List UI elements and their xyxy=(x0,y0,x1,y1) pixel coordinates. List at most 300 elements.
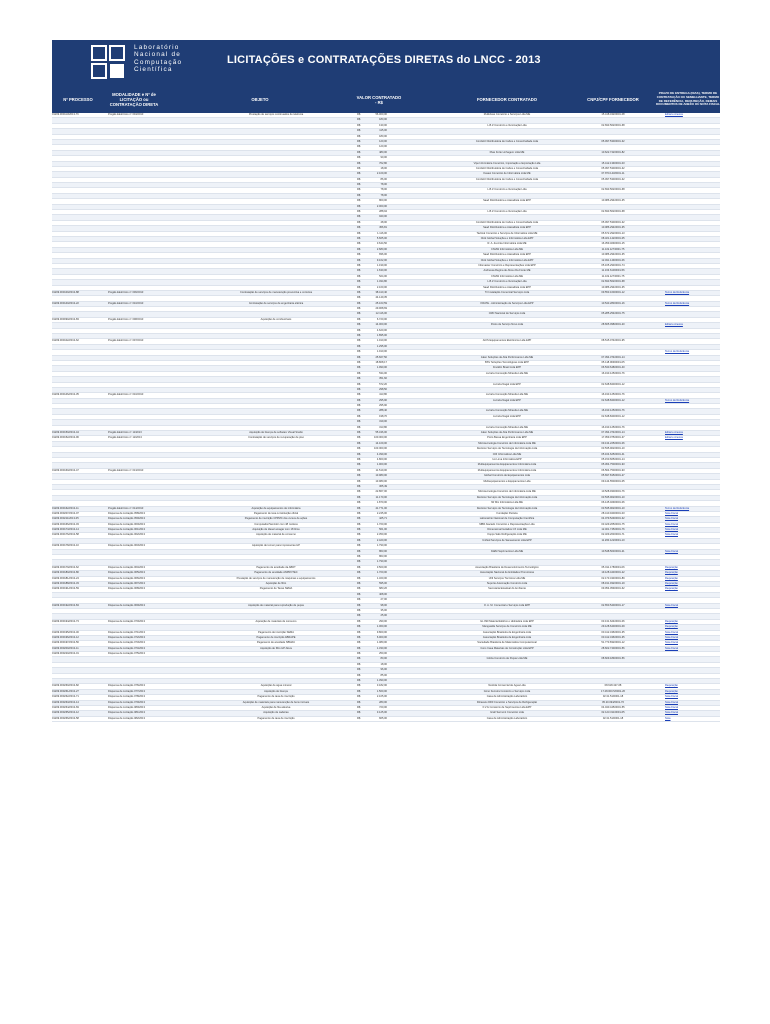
cell-value: 2.350,00 xyxy=(376,533,387,537)
cell-value: 572,20 xyxy=(379,382,387,386)
cell-value: 2.420,00 xyxy=(376,538,387,542)
cell-process: 01209.000196/2013-12 xyxy=(52,635,79,639)
cell-cnpj: 08.191.932/0001-19 xyxy=(601,581,625,585)
cell-cnpj: 29.128.640/0001-09 xyxy=(601,625,625,629)
cell-cnpj: 15.412.139/0001-03 xyxy=(601,161,625,165)
cell-value: 720,00 xyxy=(379,705,387,709)
cell-modality: Dispensa de Licitação 078/2013 xyxy=(108,695,145,699)
cell-supplier: Tactical Comércio e Serviços de Informática Ltda ME xyxy=(476,231,538,235)
column-header-process: Nº PROCESSO xyxy=(63,97,93,102)
cell-currency: R$ xyxy=(357,705,361,709)
cell-cnpj: 07.394.374/0001-14 xyxy=(601,431,625,435)
cell-supplier: Vipe Informática Comércio, Importação e Exportação Ltda xyxy=(473,161,541,165)
cell-document-link[interactable]: Requisição xyxy=(665,619,678,623)
cell-process: 01209.000195/2013-46 xyxy=(52,630,79,634)
cell-cnpj: 07.870.143/0001-11 xyxy=(601,172,625,176)
cell-document-link[interactable]: Nota Fiscal xyxy=(665,705,678,709)
cell-currency: R$ xyxy=(357,274,361,278)
cell-value: 11.170,00 xyxy=(375,495,387,499)
cell-value: 2.109,00 xyxy=(376,172,387,176)
cell-value: 120,00 xyxy=(379,139,387,143)
cell-modality: Dispensa de Licitação 070/2013 xyxy=(108,619,145,623)
cell-value: 6.720,00 xyxy=(376,317,387,321)
cell-supplier: Decision Serviços de Tecnologia da Informação Ltda xyxy=(476,495,538,499)
cell-value: 96,00 xyxy=(380,668,387,672)
cell-currency: R$ xyxy=(357,188,361,192)
cell-process: 01209.000192/2013-84 xyxy=(52,603,79,607)
cell-document-link[interactable]: Termo de Referência xyxy=(665,301,690,305)
cell-currency: R$ xyxy=(357,565,361,569)
cell-cnpj: 02.693.562/0001-68 xyxy=(601,210,625,214)
cell-supplier: CDI Informática Ltda ME xyxy=(492,452,522,456)
cell-supplier: Porto Bessa Engenharia Ltda EPP xyxy=(487,436,527,440)
cell-modality: Dispensa de Licitação 080/2013 xyxy=(108,705,145,709)
cell-currency: R$ xyxy=(357,517,361,521)
cell-value: 313,80 xyxy=(379,425,387,429)
column-header-object: OBJETO xyxy=(251,97,269,102)
cell-document-link[interactable]: Nota Fiscal xyxy=(665,603,678,607)
cell-cnpj: 28.410.940/0001-03 xyxy=(601,511,625,515)
cell-cnpj: 02.693.562/0001-68 xyxy=(601,188,625,192)
cell-currency: R$ xyxy=(357,614,361,618)
cell-document-link[interactable]: Nota Fiscal xyxy=(665,641,678,645)
cell-process: 01209.000264/2013-69 xyxy=(52,705,79,709)
cell-supplier: Comfeliz Distribuidora de Cabos e Conectividade Ltda xyxy=(475,177,539,181)
cell-supplier: Dimensional Isolados CX Ltda ME xyxy=(487,528,527,532)
cell-modality: Dispensa de Licitação 068/2013 xyxy=(108,587,145,591)
cell-value: 1.320,00 xyxy=(376,576,387,580)
cell-currency: R$ xyxy=(357,538,361,542)
cell-value: 524,00 xyxy=(379,274,387,278)
cell-document-link[interactable]: Requisição xyxy=(665,565,678,569)
cell-object: Aquisição de água mineral xyxy=(260,684,292,688)
cell-currency: R$ xyxy=(357,684,361,688)
cell-value: 295,90 xyxy=(379,404,387,408)
cell-value: 80,00 xyxy=(380,657,387,661)
cell-supplier: Ilhas Forte Linhagem Ltda ME xyxy=(489,150,525,154)
cell-cnpj: 02.31.51/0001-18 xyxy=(602,716,624,720)
cell-currency: R$ xyxy=(357,263,361,267)
cell-process: 01209.000188/2013-33 xyxy=(52,581,79,585)
cell-currency: R$ xyxy=(357,323,361,327)
cell-supplier: Kopps Safe Refrigeração Ltda ME xyxy=(487,533,527,537)
cell-currency: R$ xyxy=(357,673,361,677)
cell-modality: Dispensa de Licitação 064/2013 xyxy=(108,565,145,569)
cell-object: Pagamento de anuidade da ABDT xyxy=(256,565,296,569)
cell-object: Pagamento de Taxas SEMA xyxy=(259,587,293,591)
cell-value: 56.000,00 xyxy=(375,113,387,116)
cell-modality: Pregão Eletrônico nº 010/2013 xyxy=(108,301,144,305)
cell-cnpj: 00.412.436/0001-35 xyxy=(601,630,625,634)
cell-cnpj: 10.086.294/0001-35 xyxy=(601,285,625,289)
cell-process: 01209.000265/2013-12 xyxy=(52,711,79,715)
cell-value: 1.080,00 xyxy=(376,641,387,645)
cell-modality: Dispensa de Licitação 077/2013 xyxy=(108,689,145,693)
cell-document-link[interactable]: Requisição xyxy=(665,689,678,693)
cell-document-link[interactable]: Nota Fiscal xyxy=(665,533,678,537)
cell-cnpj: 10.086.294/0001-35 xyxy=(601,199,625,203)
cell-value: 1.060,00 xyxy=(376,625,387,629)
cell-currency: R$ xyxy=(357,344,361,348)
cell-value: 1.390,00 xyxy=(376,679,387,683)
cell-value: 800,00 xyxy=(379,199,387,203)
cell-currency: R$ xyxy=(357,129,361,133)
cell-supplier: Saad Distribuidora e Atacadista Ltda EPP xyxy=(483,226,531,230)
cell-supplier: Multiequipamentos Equipamentos Informática Ltda xyxy=(477,463,537,467)
cell-modality: Dispensa de Licitação 059/2013 xyxy=(108,517,145,521)
cell-currency: R$ xyxy=(357,371,361,375)
cell-currency: R$ xyxy=(357,711,361,715)
cell-currency: R$ xyxy=(357,253,361,257)
cell-supplier: L.B.Z Comércio e Iluminação Ltda xyxy=(487,123,527,127)
cell-currency: R$ xyxy=(357,398,361,402)
cell-value: 836,00 xyxy=(379,253,387,257)
cell-cnpj: 05.20.094/0001-76 xyxy=(602,700,624,704)
cell-document-link[interactable]: Requisição xyxy=(665,576,678,580)
cell-supplier: UNI Serviços Técnicos Ltda ME xyxy=(488,576,526,580)
cell-document-link[interactable]: Nota Fiscal xyxy=(665,695,678,699)
cell-supplier: Gimo Ferreira Comércio e Serviços Ltda xyxy=(483,689,531,693)
cell-cnpj: 11.260.122/0001-10 xyxy=(601,538,625,542)
cell-object: Contratação de serviços de manutenção preventiva e corretiva xyxy=(239,290,313,294)
cell-supplier: GL 090 Material Elétrico e Hidráulica Ltda EPP xyxy=(480,619,534,623)
cell-document-link[interactable]: Edital e Anexos xyxy=(665,431,683,435)
cell-currency: R$ xyxy=(357,350,361,354)
cell-modality: Pregão Eletrônico nº 010/2013 xyxy=(108,393,144,397)
cell-supplier: Grafi Sermont Comércio Ltda xyxy=(490,711,524,715)
cell-cnpj: 05.697.815/0001-27 xyxy=(601,474,625,478)
cell-currency: R$ xyxy=(357,177,361,181)
cell-document-link[interactable]: Edital e Anexos xyxy=(665,436,683,440)
cell-object: Pagamento de taxa à instituição oficial xyxy=(253,511,299,515)
cell-cnpj: 10.086.294/0001-35 xyxy=(601,253,625,257)
cell-object: Pagamento de inscrição ABRAPE xyxy=(256,635,296,639)
cell-value: 180,00 xyxy=(379,134,387,138)
cell-value: 1.895,00 xyxy=(376,334,387,338)
cell-currency: R$ xyxy=(357,247,361,251)
cell-supplier: Andressa Regina de Abreu Da Fonte ME xyxy=(483,269,531,273)
cell-value: 1.910,00 xyxy=(376,339,387,343)
cell-value: 413,80 xyxy=(379,393,387,397)
cell-currency: R$ xyxy=(357,484,361,488)
cell-modality: Dispensa de Licitação 066/2013 xyxy=(108,576,145,580)
column-header-cnpj: CNPJ/CPF FORNECEDOR xyxy=(587,97,639,102)
cell-document-link[interactable]: Nota Fiscal xyxy=(665,700,678,704)
cell-currency: R$ xyxy=(357,420,361,424)
cell-currency: R$ xyxy=(357,193,361,197)
cell-currency: R$ xyxy=(357,134,361,138)
cell-value: 2.105,00 xyxy=(376,695,387,699)
cell-value: 365,49 xyxy=(379,484,387,488)
cell-currency: R$ xyxy=(357,441,361,445)
cell-document-link[interactable]: Requisição xyxy=(665,581,678,585)
cell-document-link[interactable]: Nota Fiscal xyxy=(665,635,678,639)
cell-currency: R$ xyxy=(357,522,361,526)
cell-value: 1.910,00 xyxy=(376,350,387,354)
cell-supplier: CNHW Informática Ltda ME xyxy=(491,274,523,278)
cell-supplier: Click Global Soluções e Informática Ltda EPP xyxy=(480,236,534,240)
cell-currency: R$ xyxy=(357,301,361,305)
cell-cnpj: 10.543.283/0001-16 xyxy=(601,301,625,305)
cell-currency: R$ xyxy=(357,204,361,208)
cell-currency: R$ xyxy=(357,716,361,720)
cell-currency: R$ xyxy=(357,113,361,116)
cell-currency: R$ xyxy=(357,571,361,575)
cell-currency: R$ xyxy=(357,560,361,564)
cell-value: 456,81 xyxy=(379,226,387,230)
cell-modality: Pregão Eletrônico nº 006/2013 xyxy=(108,290,144,294)
cell-supplier: ACIS Equipamentos Eletrônicos Ltda EPP xyxy=(482,339,532,343)
cell-object: Pagamento de anuidade SBMAC xyxy=(256,641,296,645)
cell-process: 01209.000180/2013-80 xyxy=(52,571,79,575)
cell-document-link[interactable]: Nota xyxy=(665,716,671,720)
cell-cnpj: 03.535.902/0001-10 xyxy=(601,495,625,499)
cell-cnpj: 05.164.625/0001-41 xyxy=(601,452,625,456)
cell-object: Aquisição de materiais de consumo xyxy=(255,619,297,623)
cell-object: Aquisição de fita adesiva xyxy=(261,705,291,709)
cell-value: 25.163,59 xyxy=(375,301,387,305)
cell-currency: R$ xyxy=(357,474,361,478)
cell-value: 290,00 xyxy=(379,619,387,623)
cell-document-link[interactable]: Nota Fiscal xyxy=(665,522,678,526)
cell-value: 3.182,00 xyxy=(376,684,387,688)
column-header-notes: PRAZO DE ENTREGA (DIAS), TERMO DE CONTRATAÇÃO OU SEMELHANTE, TERMO DE REFERÊNCIA, REQUISIÇÃO, DEMAIS DOCUMENTOS DE ANEXO OU NOTA FISCAL xyxy=(656,91,721,107)
cell-value: 130,00 xyxy=(379,123,387,127)
cell-currency: R$ xyxy=(357,598,361,602)
cell-value: 1.790,00 xyxy=(376,560,387,564)
cell-value: 4.399,00 xyxy=(376,452,387,456)
cell-value: 1.760,00 xyxy=(376,522,387,526)
cell-document-link[interactable]: Requisição xyxy=(665,684,678,688)
cell-value: 38.410,40 xyxy=(375,290,387,294)
cell-value: 1.295,00 xyxy=(376,344,387,348)
cell-currency: R$ xyxy=(357,312,361,316)
cell-currency: R$ xyxy=(357,447,361,451)
cell-currency: R$ xyxy=(357,355,361,359)
cell-process: 01209.000191/2013-59 xyxy=(52,587,79,591)
column-header-value: VALOR CONTRATADO - R$ xyxy=(356,94,402,105)
cell-cnpj: 02.650.540/0001-17 xyxy=(601,603,625,607)
cell-supplier: Livraria Conceição Miranda Ltda ME xyxy=(486,393,528,397)
cell-currency: R$ xyxy=(357,608,361,612)
cell-process: 01209.000181/2013-24 xyxy=(52,576,79,580)
cell-cnpj: 10.086.294/0001-35 xyxy=(601,226,625,230)
cell-cnpj: 16.193.125/0001-76 xyxy=(601,425,625,429)
cell-currency: R$ xyxy=(357,166,361,170)
cell-document-link[interactable]: Nota Fiscal xyxy=(665,549,678,553)
cell-process: 01209.000207/2013-07 xyxy=(52,511,79,515)
cell-currency: R$ xyxy=(357,231,361,235)
cell-cnpj: 02.693.562/0001-68 xyxy=(601,123,625,127)
cell-currency: R$ xyxy=(357,409,361,413)
cell-value: 85,00 xyxy=(380,673,387,677)
cell-process: 01209.000194/2013-73 xyxy=(52,619,79,623)
table-body xyxy=(52,113,720,722)
cell-currency: R$ xyxy=(357,506,361,510)
cell-cnpj: 05.364.750/0001-93 xyxy=(601,463,625,467)
cell-currency: R$ xyxy=(357,425,361,429)
cell-currency: R$ xyxy=(357,501,361,505)
cell-object: Prestação de serviços continuados de telefonia xyxy=(248,113,304,116)
cell-object: Pagamento de anuidade ANPROTEC xyxy=(254,571,298,575)
cell-currency: R$ xyxy=(357,695,361,699)
cell-cnpj: 04.079.529/0001-32 xyxy=(601,517,625,521)
cell-supplier: Multiequipamentos e Equipamentos Ltda xyxy=(483,479,531,483)
cell-value: 11.519,00 xyxy=(375,468,387,472)
cell-currency: R$ xyxy=(357,156,361,160)
cell-currency: R$ xyxy=(357,587,361,591)
cell-modality: Dispensa de Licitação 069/2013 xyxy=(108,603,145,607)
cell-document-link[interactable]: Edital e Anexos xyxy=(665,113,683,116)
cell-currency: R$ xyxy=(357,366,361,370)
cell-supplier: Laboratório Nacional de Computação Científica xyxy=(479,517,535,521)
cell-document-link[interactable]: Requisição xyxy=(665,587,678,591)
cell-object: Computador/Servidor com 48 núcleos xyxy=(254,522,298,526)
cell-modality: Dispensa de Licitação 063/2013 xyxy=(108,544,145,548)
cell-cnpj: 02.329.263/0001-71 xyxy=(601,533,625,537)
cell-currency: R$ xyxy=(357,414,361,418)
cell-document-link[interactable]: Nota Fiscal xyxy=(665,511,678,515)
cell-value: 863,00 xyxy=(379,555,387,559)
cell-cnpj: 02.31.51/0001-18 xyxy=(602,695,624,699)
cell-object: Aquisição de tonner para impressoras HP xyxy=(251,544,300,548)
cell-currency: R$ xyxy=(357,511,361,515)
cell-currency: R$ xyxy=(357,290,361,294)
cell-currency: R$ xyxy=(357,495,361,499)
cell-document-link[interactable]: Nota Fiscal xyxy=(665,517,678,521)
cell-cnpj: 06.564.750/0001-93 xyxy=(601,468,625,472)
cell-supplier: KRATE - Administração de Serviços Ltda EPP xyxy=(480,301,534,305)
cell-currency: R$ xyxy=(357,646,361,650)
cell-process: 01209.000179/2013-62 xyxy=(52,565,79,569)
cell-cnpj: 16.193.125/0001-76 xyxy=(601,393,625,397)
cell-supplier: Comfeliz Distribuidora de Cabos e Conectividade Ltda xyxy=(475,220,539,224)
cell-currency: R$ xyxy=(357,679,361,683)
cell-document-link[interactable]: Termo de Referência xyxy=(665,290,690,294)
cell-modality: Pregão Eletrônico nº 004/2013 xyxy=(108,113,144,116)
cell-supplier: Jalen Soluções de Alta Performance Ltda ME xyxy=(480,355,534,359)
cell-document-link[interactable]: Nota Fiscal xyxy=(665,630,678,634)
cell-process: 01209.000150/2013-44 xyxy=(52,431,79,435)
cell-object: Pagamento de taxa de inscrição xyxy=(257,695,295,699)
cell-currency: R$ xyxy=(357,635,361,639)
cell-process: 01209.000262/2013-71 xyxy=(52,695,79,699)
cell-document-link[interactable]: Requisição xyxy=(665,625,678,629)
cell-document-link[interactable]: Termo de Referência xyxy=(665,398,690,402)
cell-modality: Dispensa de Licitação 082/2013 xyxy=(108,716,145,720)
cell-value: 825,00 xyxy=(379,716,387,720)
cell-supplier: BSV Soluções Tecnológicas Ltda EPP xyxy=(485,360,529,364)
cell-modality: Pregão Eletrônico nº 008/2013 xyxy=(108,317,144,321)
cell-document-link[interactable]: Nota Fiscal xyxy=(665,711,678,715)
cell-process: 01209.000173/2013-14 xyxy=(52,528,79,532)
cell-document-link[interactable]: Requisição xyxy=(665,571,678,575)
cell-value: 198,70 xyxy=(379,414,387,418)
cell-currency: R$ xyxy=(357,199,361,203)
cell-currency: R$ xyxy=(357,280,361,284)
cell-value: 351,60 xyxy=(379,377,387,381)
cell-value: 25,00 xyxy=(380,614,387,618)
cell-cnpj: 02.648.840/0001-12 xyxy=(601,414,625,418)
cell-object: Aquisição de diesel amagar com 18 litros xyxy=(252,528,300,532)
cell-supplier: Saad Distribuidora e Atacadista Ltda EPP xyxy=(483,253,531,257)
cell-value: 25.667,50 xyxy=(375,355,387,359)
cell-process: 01209.000263/2013-14 xyxy=(52,700,79,704)
cell-supplier: R. A. da Anta Informática Ltda ME xyxy=(487,242,527,246)
cell-supplier: Microtecnologia Comércio de Informática Ltda ME xyxy=(478,441,536,445)
cell-currency: R$ xyxy=(357,387,361,391)
cell-cnpj: 10.622.742/0001-82 xyxy=(601,150,625,154)
cell-document-link[interactable]: Nota Fiscal xyxy=(665,528,678,532)
cell-process: 01209.000102/2013-62 xyxy=(52,339,79,343)
cell-value: 1.630,00 xyxy=(376,269,387,273)
cell-value: 2.680,00 xyxy=(376,247,387,251)
cell-document-link[interactable]: Termo de Referência xyxy=(665,506,690,510)
cell-currency: R$ xyxy=(357,139,361,143)
cell-cnpj: 28.602.740/0001-56 xyxy=(601,646,625,650)
cell-process: 01209.000100/2013-88 xyxy=(52,290,79,294)
cell-document-link[interactable]: Nota Fiscal xyxy=(665,646,678,650)
cell-document-link[interactable]: Edital e Anexos xyxy=(665,323,683,327)
cell-value: 13.980,00 xyxy=(375,479,387,483)
cell-cnpj: 15.418.432/0001-08 xyxy=(601,113,625,116)
table-row xyxy=(52,717,720,722)
cell-process: 01209.000160/2013-47 xyxy=(52,468,79,472)
cell-supplier: IW Mix Informática Ltda ME xyxy=(491,501,523,505)
cell-currency: R$ xyxy=(357,463,361,467)
cell-currency: R$ xyxy=(357,161,361,165)
logo-line: Nacional de xyxy=(134,51,181,59)
cell-currency: R$ xyxy=(357,377,361,381)
cell-cnpj: 09.553.160/0001-12 xyxy=(601,290,625,294)
cell-currency: R$ xyxy=(357,236,361,240)
cell-process: 01209.000090/2013-83 xyxy=(52,317,79,321)
cell-value: 13.980,00 xyxy=(375,474,387,478)
cell-currency: R$ xyxy=(357,436,361,440)
cell-value: 180,00 xyxy=(379,118,387,122)
cell-cnpj: 03.535.902/0001-10 xyxy=(601,447,625,451)
cell-value: 288,94 xyxy=(379,210,387,214)
cell-currency: R$ xyxy=(357,458,361,461)
cell-supplier: Livraria Conceição Miranda Ltda ME xyxy=(486,371,528,375)
cell-modality: Dispensa de Licitação 062/2013 xyxy=(108,533,145,537)
cell-currency: R$ xyxy=(357,625,361,629)
cell-value: 1.790,00 xyxy=(376,544,387,548)
cell-modality: Pregão Eletrônico nº 12/2013 xyxy=(108,436,142,440)
cell-supplier: Saad Distribuidora e Atacadista Ltda EPP xyxy=(483,199,531,203)
cell-supplier: Comfeliz Distribuidora de Cabos e Conectividade Ltda xyxy=(475,139,539,143)
cell-supplier: L.B.Z Comércio e Iluminação Ltda xyxy=(487,280,527,284)
cell-value: 27,00 xyxy=(380,598,387,602)
cell-value: 408,00 xyxy=(379,592,387,596)
cell-value: 1.700,00 xyxy=(376,571,387,575)
cell-cnpj: 05.097.530/0001-32 xyxy=(601,166,625,170)
cell-value: 2.160,00 xyxy=(376,285,387,289)
cell-modality: Dispensa de Licitação 072/2013 xyxy=(108,635,145,639)
cell-currency: R$ xyxy=(357,468,361,472)
cell-value: 1.199,00 xyxy=(376,263,387,267)
cell-object: Contratação de serviços de engenharia elétrica xyxy=(248,301,304,305)
cell-cnpj: 11.163.610/0001-56 xyxy=(601,269,625,273)
cell-currency: R$ xyxy=(357,360,361,364)
cell-value: 48,00 xyxy=(380,220,387,224)
cell-process: 01209.000260/2013-82 xyxy=(52,684,79,688)
cell-supplier: Fundação Parcela xyxy=(496,511,518,515)
cell-value: 18,00 xyxy=(380,662,387,666)
cell-document-link[interactable]: Termo de Referência xyxy=(665,350,690,354)
cell-currency: R$ xyxy=(357,452,361,456)
cell-supplier: Decision Serviços de Tecnologia da Informação Ltda xyxy=(476,506,538,510)
